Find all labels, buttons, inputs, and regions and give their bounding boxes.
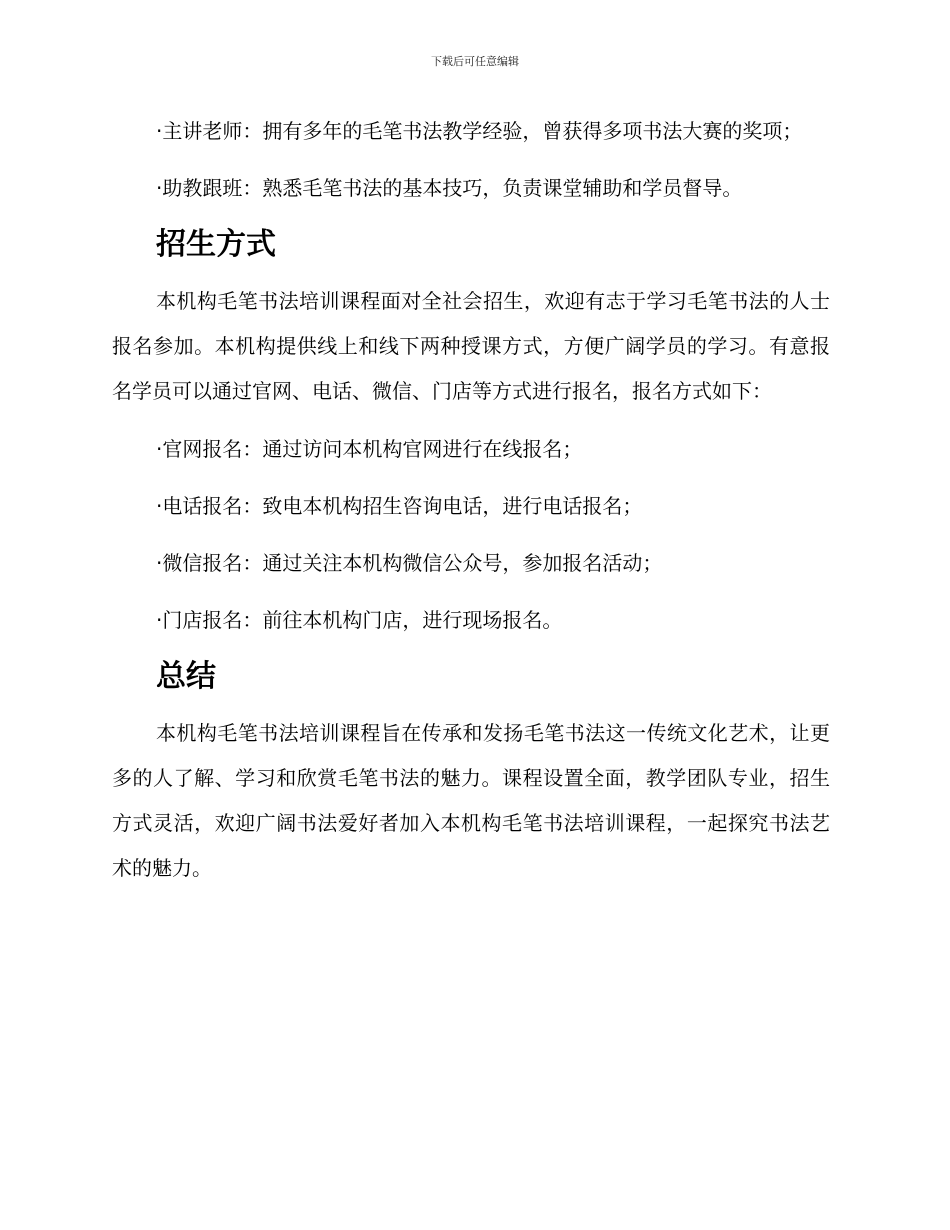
document-body [112, 108, 830, 891]
enrollment-heading: 招生方式 [156, 227, 276, 262]
summary-heading: 总结 [156, 659, 216, 694]
lead-teacher-item: ·主讲老师：拥有多年的毛笔书法教学经验，曾获得多项书法大赛的奖项； [156, 119, 803, 143]
page-header: 下载后可任意编辑 [431, 55, 519, 68]
assistant-teacher-item: ·助教跟班：熟悉毛笔书法的基本技巧，负责课堂辅助和学员督导。 [156, 176, 743, 200]
enroll-website-item: ·官网报名：通过访问本机构官网进行在线报名； [156, 437, 583, 461]
enroll-wechat-item: ·微信报名：通过关注本机构微信公众号，参加报名活动； [156, 551, 663, 575]
enroll-store-item: ·门店报名：前往本机构门店，进行现场报名。 [156, 608, 563, 632]
enroll-phone-item: ·电话报名：致电本机构招生咨询电话，进行电话报名； [156, 494, 643, 518]
enrollment-paragraph: 本机构毛笔书法培训课程面对全社会招生，欢迎有志于学习毛笔书法的人士报名参加。本机构提供线上和线下两种授课方式，方便广阔学员的学习。有意报名学员可以通过官网、电话、微信、门店等方式进行报名，报名方式如下： [112, 289, 830, 403]
summary-paragraph: 本机构毛笔书法培训课程旨在传承和发扬毛笔书法这一传统文化艺术，让更多的人了解、学习和欣赏毛笔书法的魅力。课程设置全面，教学团队专业，招生方式灵活，欢迎广阔书法爱好者加入本机构毛笔书法培训课程，一起探究书法艺术的魅力。 [112, 721, 830, 880]
